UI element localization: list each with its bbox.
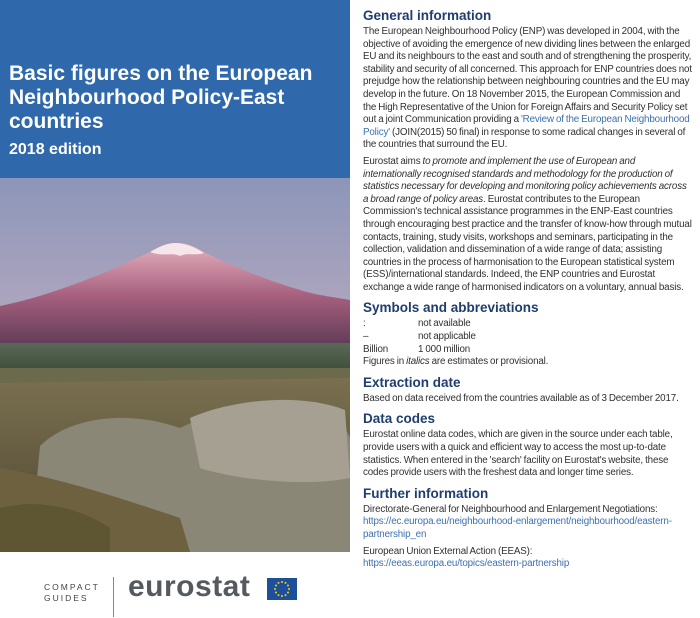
cover-edition: 2018 edition xyxy=(9,141,102,158)
symbol-key: : xyxy=(363,318,366,330)
general-paragraph-1 xyxy=(363,26,693,152)
review-enp-link[interactable]: 'Review of the European Neighbourhood Policy' xyxy=(363,114,690,138)
symbol-row xyxy=(363,344,693,357)
general-p1-text-end: (JOIN(2015) 50 final) in response to some radical changes in several of the countries that surround the EU. xyxy=(363,126,686,151)
general-p2-text-end: . Eurostat contributes to the European Commission's technical assistance programmes in the ENP-East countries through encouraging best practice and the transfer of know-how through mutual contacts, training, study visits, workshops and seminars, participating in the collection, validation and dissemination of a wide range of data; assisting countries in the process of harmonisation to the European statistical system (ESS)/international standards. Indeed, the ENP countries and Eurostat exchange a wide range of harmonised indicators on a voluntary, annual basis. xyxy=(363,193,692,293)
further-information-heading: Further information xyxy=(363,485,489,501)
dg-near-label: Directorate-General for Neighbourhood and Enlargement Negotiations: xyxy=(363,503,658,515)
symbols-note-italic: italics xyxy=(406,356,430,368)
compact-label-line1: COMPACT xyxy=(44,582,100,592)
brand-divider xyxy=(113,577,114,617)
cover-title-block xyxy=(0,0,350,178)
symbols-heading: Symbols and abbreviations xyxy=(363,300,539,316)
symbol-value: 1 000 million xyxy=(418,343,471,355)
symbol-key: Billion xyxy=(363,343,389,355)
eu-flag-icon xyxy=(267,578,297,600)
general-p2-italic: to promote and implement the use of European and internationally recognised standards and methodology for the production of statistics necessary for developing and monitoring policy achievements across a broad range of policy areas xyxy=(363,155,687,205)
dg-near-link[interactable]: https://ec.europa.eu/neighbourhood-enlargement/neighbourhood/eastern-partnership_en xyxy=(363,516,672,540)
extraction-date-section xyxy=(363,375,693,406)
general-p1-text: The European Neighbourhood Policy (ENP) was developed in 2004, with the objective of avoiding the emergence of new dividing lines between the enlarged EU and its neighbours to the east and south and of strengthening the prosperity, stability and security of all concerned. This approach for ENP countries does not prejudge how the relationship between neighbouring countries and the EU may develop in the future. On 18 November 2015, the European Commission and the High Representative of the Union for Foreign Affairs and Security Policy set out a joint Communication providing a xyxy=(363,26,692,126)
symbols-note-text: Figures in xyxy=(363,356,407,368)
symbol-value: not applicable xyxy=(418,331,476,343)
extraction-date-text: Based on data received from the countries available as of 3 December 2017. xyxy=(363,392,679,404)
data-codes-text: Eurostat online data codes, which are given in the source under each table, provide users with a quick and efficient way to access the most up-to-date statistics. When entered in the 'search' facility on Eurostat's website, these codes provide users with the freshest data and longer time series. xyxy=(363,429,673,479)
data-codes-section xyxy=(363,411,693,479)
compact-guides-label xyxy=(44,582,100,604)
data-codes-heading: Data codes xyxy=(363,411,436,427)
further-information-section xyxy=(363,486,693,571)
mountain-landscape-photo xyxy=(0,178,350,552)
general-paragraph-2 xyxy=(363,156,693,295)
symbol-row xyxy=(363,318,693,331)
symbols-note xyxy=(363,356,693,369)
symbol-row xyxy=(363,331,693,344)
general-information-section xyxy=(363,8,693,294)
compact-label-line2: GUIDES xyxy=(44,593,89,603)
eeas-label: European Union External Action (EEAS): xyxy=(363,545,533,557)
general-p2-text: Eurostat aims xyxy=(363,155,423,167)
eeas-link[interactable]: https://eeas.europa.eu/topics/eastern-partnership xyxy=(363,558,570,570)
general-information-heading: General information xyxy=(363,8,492,23)
symbols-note-text-end: are estimates or provisional. xyxy=(429,356,549,368)
symbol-value: not available xyxy=(418,318,471,330)
symbol-key: – xyxy=(363,331,369,343)
extraction-date-heading: Extraction date xyxy=(363,374,461,390)
eurostat-logo: eurostat xyxy=(128,570,251,603)
info-column xyxy=(363,8,693,571)
symbols-section xyxy=(363,300,693,368)
cover-title: Basic figures on the European Neighbourhood Policy-East countries xyxy=(9,62,313,133)
